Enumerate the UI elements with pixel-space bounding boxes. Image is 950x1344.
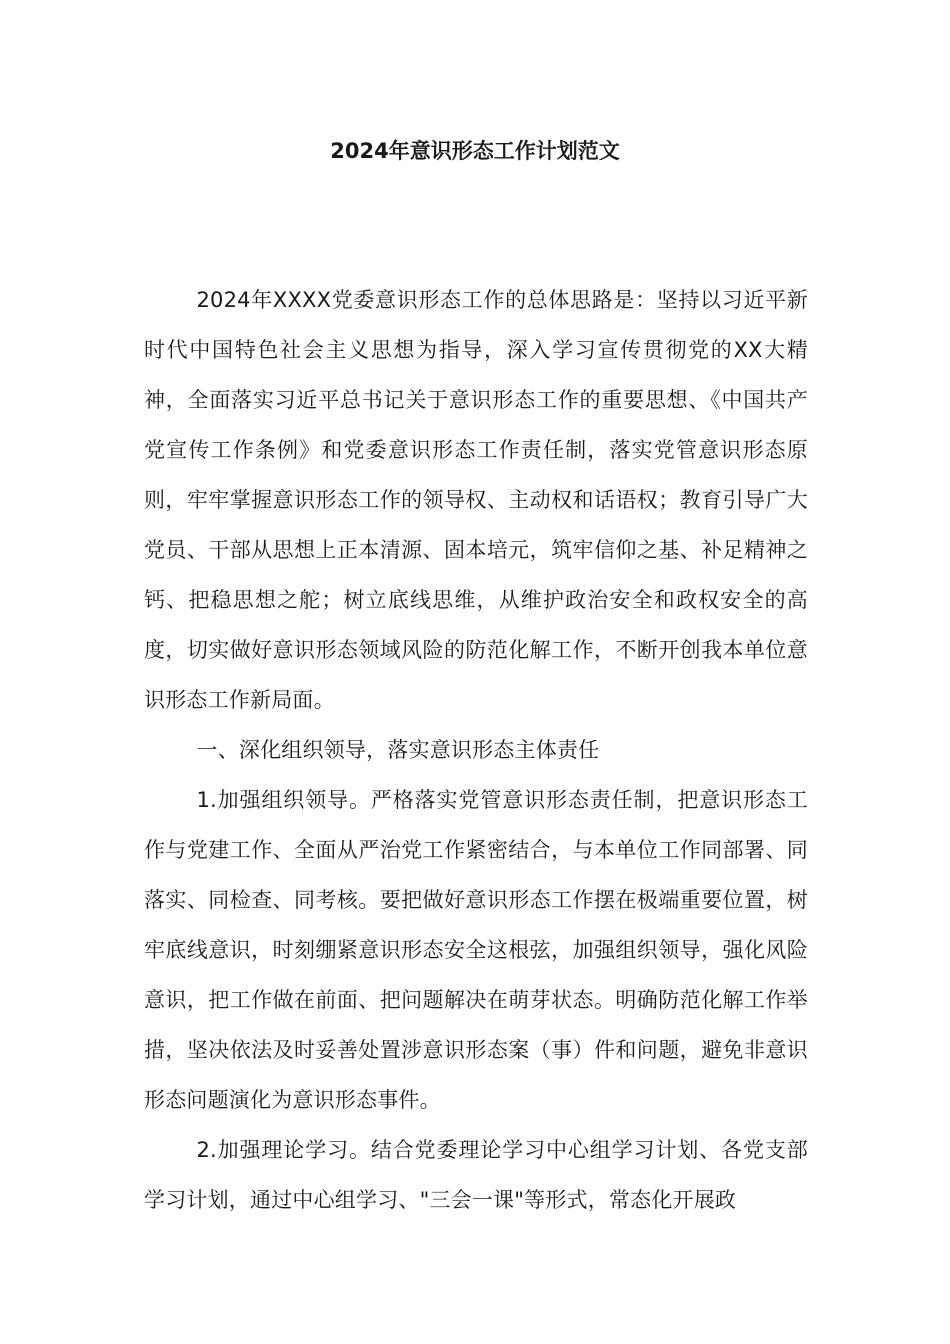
paragraph-item-2: 2.加强理论学习。结合党委理论学习中心组学习计划、各党支部学习计划，通过中心组学习、"三会一课"等形式，常态化开展政 [144, 1138, 808, 1212]
paragraph-item-1: 1.加强组织领导。严格落实党管意识形态责任制，把意识形态工作与党建工作、全面从严治党工作紧密结合，与本单位工作同部署、同落实、同检查、同考核。要把做好意识形态工作摆在极端重要位置，树牢底线意识，时刻绷紧意识形态安全这根弦，加强组织领导，强化风险意识，把工作做在前面、把问题解决在萌芽状态。明确防范化解工作举措，坚决依法及时妥善处置涉意识形态案（事）件和问题，避免非意识形态问题演化为意识形态事件。 [144, 788, 808, 1112]
paragraph-overview: 2024年XXXX党委意识形态工作的总体思路是：坚持以习近平新时代中国特色社会主义思想为指导，深入学习宣传贯彻党的XX大精神，全面落实习近平总书记关于意识形态工作的重要思想、《中国共产党宣传工作条例》和党委意识形态工作责任制，落实党管意识形态原则，牢牢掌握意识形态工作的领导权、主动权和话语权；教育引导广大党员、干部从思想上正本清源、固本培元，筑牢信仰之基、补足精神之钙、把稳思想之舵；树立底线思维，从维护政治安全和政权安全的高度，切实做好意识形态领域风险的防范化解工作，不断开创我本单位意识形态工作新局面。 [144, 288, 808, 712]
document-title: 2024年意识形态工作计划范文 [330, 139, 620, 163]
section-heading-1: 一、深化组织领导，落实意识形态主体责任 [196, 738, 600, 762]
document-body [144, 275, 808, 1225]
